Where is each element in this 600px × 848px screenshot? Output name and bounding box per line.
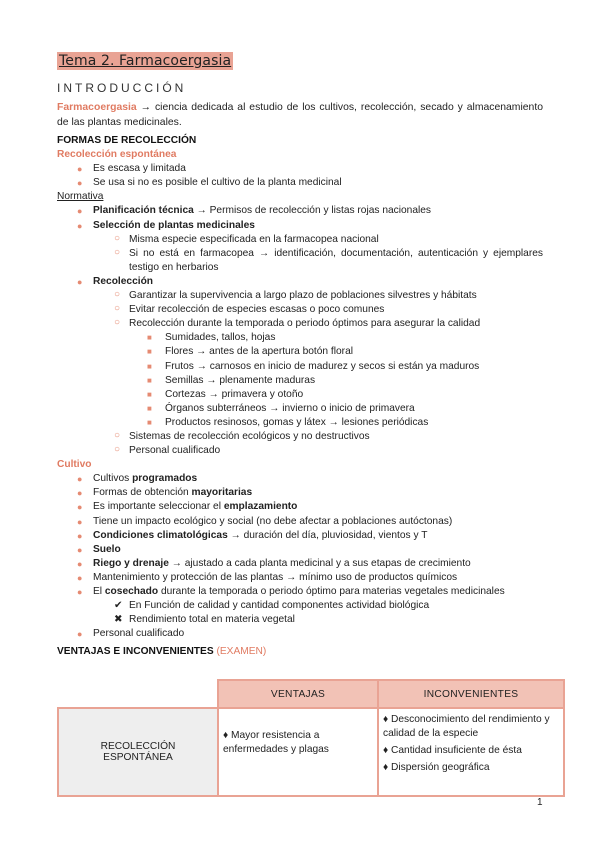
bullet-icon: ● (77, 276, 83, 287)
list-item: ■ Flores → antes de la apertura botón floral (57, 345, 543, 359)
cultivo-heading: Cultivo (57, 459, 92, 471)
list-item: ○ Garantizar la supervivencia a largo plazo de poblaciones silvestres y hábitats (114, 289, 477, 302)
list-item: ○ Personal cualificado (114, 444, 221, 457)
row-label: RECOLECCIÓN ESPONTÁNEA (58, 708, 218, 796)
normativa-label: Normativa (57, 191, 104, 203)
bullet-icon: ● (77, 474, 83, 485)
bullet-icon: ● (77, 488, 83, 499)
list-item: ■ Sumidades, tallos, hojas (57, 331, 543, 345)
table-header: VENTAJAS (218, 680, 378, 708)
list-item: ✖ Rendimiento total en materia vegetal (57, 613, 543, 627)
bullet-icon: ● (77, 629, 83, 640)
list-item: ● Mantenimiento y protección de las plantas → mínimo uso de productos químicos (57, 571, 543, 585)
intro-heading: INTRODUCCIÓN (57, 81, 187, 95)
bullet-icon: ● (77, 178, 83, 189)
cross-icon: ✖ (114, 614, 123, 626)
bullet-icon: ● (77, 544, 83, 555)
bullet-icon: ● (77, 572, 83, 583)
list-item: ○ Evitar recolección de especies escasas o poco comunes (114, 303, 385, 316)
table-row (58, 708, 564, 796)
bullet-icon: ● (77, 502, 83, 513)
bullet-icon: ● (77, 516, 83, 527)
list-item: ● Es importante seleccionar el emplazamiento (57, 500, 543, 514)
list-item: ● Condiciones climatológicas → duración del día, pluviosidad, vientos y T (57, 529, 543, 543)
circle-bullet-icon: ○ (114, 444, 121, 456)
list-item: ■ Productos resinosos, gomas y látex → lesiones periódicas (57, 416, 543, 430)
list-item: ■ Órganos subterráneos → invierno o inicio de primavera (57, 402, 543, 416)
list-item: ■ Cortezas → primavera y otoño (57, 388, 543, 402)
list-item: ■ Semillas → plenamente maduras (57, 374, 543, 388)
list-item: ○ Sistemas de recolección ecológicos y no destructivos (114, 429, 370, 442)
table-header: INCONVENIENTES (378, 680, 564, 708)
intro-term: Farmacoergasia (57, 102, 137, 113)
list-item: ● El cosechado durante la temporada o periodo óptimo para materias vegetales medicinales (57, 585, 543, 599)
bullet-icon: ● (77, 530, 83, 541)
check-icon: ✔ (114, 600, 123, 612)
list-item: ● Se usa si no es posible el cultivo de la planta medicinal (57, 176, 543, 190)
square-bullet-icon: ■ (147, 361, 152, 371)
list-item: ● Selección de plantas medicinales (57, 219, 543, 233)
circle-bullet-icon: ○ (114, 232, 121, 244)
list-item: ● Es escasa y limitada (57, 162, 543, 176)
ventajas-heading: VENTAJAS E INCONVENIENTES (EXAMEN) (57, 646, 267, 658)
circle-bullet-icon: ○ (114, 246, 121, 258)
square-bullet-icon: ■ (147, 347, 152, 357)
list-item: ● Planificación técnica → Permisos de recolección y listas rojas nacionales (57, 204, 543, 218)
list-item: ○ Si no está en farmacopea → identificación, documentación, autenticación y ejemplares testigo en herbarios (114, 246, 543, 273)
list-item: ○ Recolección durante la temporada o periodo óptimos para asegurar la calidad (114, 317, 481, 330)
bullet-icon: ● (77, 558, 83, 569)
circle-bullet-icon: ○ (114, 303, 121, 315)
content (57, 134, 543, 659)
bullet-icon: ● (77, 206, 83, 217)
page-number: 1 (537, 797, 543, 808)
intro-definition: → ciencia dedicada al estudio de los cultivos, recolección, secado y almacenamiento de las plantas medicinales. (57, 102, 543, 128)
square-bullet-icon: ■ (147, 403, 152, 413)
espontanea-heading: Recolección espontánea (57, 149, 177, 161)
list-item: ● Formas de obtención mayoritarias (57, 486, 543, 500)
list-item: ✔ En Función de calidad y cantidad componentes actividad biológica (57, 599, 543, 613)
list-item: ● Suelo (57, 543, 543, 557)
ventajas-cell: ♦ Mayor resistencia a enfermedades y plagas (218, 708, 378, 796)
circle-bullet-icon: ○ (114, 289, 121, 301)
square-bullet-icon: ■ (147, 389, 152, 399)
formas-heading: FORMAS DE RECOLECCIÓN (57, 135, 197, 146)
bullet-icon: ● (77, 587, 83, 597)
inconvenientes-cell: ♦ Desconocimiento del rendimiento y calidad de la especie ♦ Cantidad insuficiente de ésta ♦ Dispersión geográfica (378, 708, 564, 796)
list-item: ■ Frutos → carnosos en inicio de madurez y secos si están ya maduros (57, 360, 543, 374)
square-bullet-icon: ■ (147, 333, 152, 343)
list-item: ● Riego y drenaje → ajustado a cada planta medicinal y a sus etapas de crecimiento (57, 557, 543, 571)
list-item: ● Cultivos programados (57, 472, 543, 486)
bullet-icon: ● (77, 164, 83, 175)
intro-paragraph (57, 101, 543, 130)
bullet-icon: ● (77, 220, 83, 231)
list-item: ○ Misma especie especificada en la farmacopea nacional (114, 232, 379, 245)
square-bullet-icon: ■ (147, 375, 152, 385)
list-item: ● Tiene un impacto ecológico y social (no debe afectar a poblaciones autóctonas) (57, 515, 543, 529)
circle-bullet-icon: ○ (114, 429, 121, 441)
list-item: ● Personal cualificado (57, 627, 543, 641)
list-item: ● Recolección (57, 275, 543, 289)
square-bullet-icon: ■ (147, 417, 152, 427)
circle-bullet-icon: ○ (114, 317, 121, 329)
comparison-table (57, 679, 565, 797)
page-title: Tema 2. Farmacoergasia (59, 53, 232, 69)
